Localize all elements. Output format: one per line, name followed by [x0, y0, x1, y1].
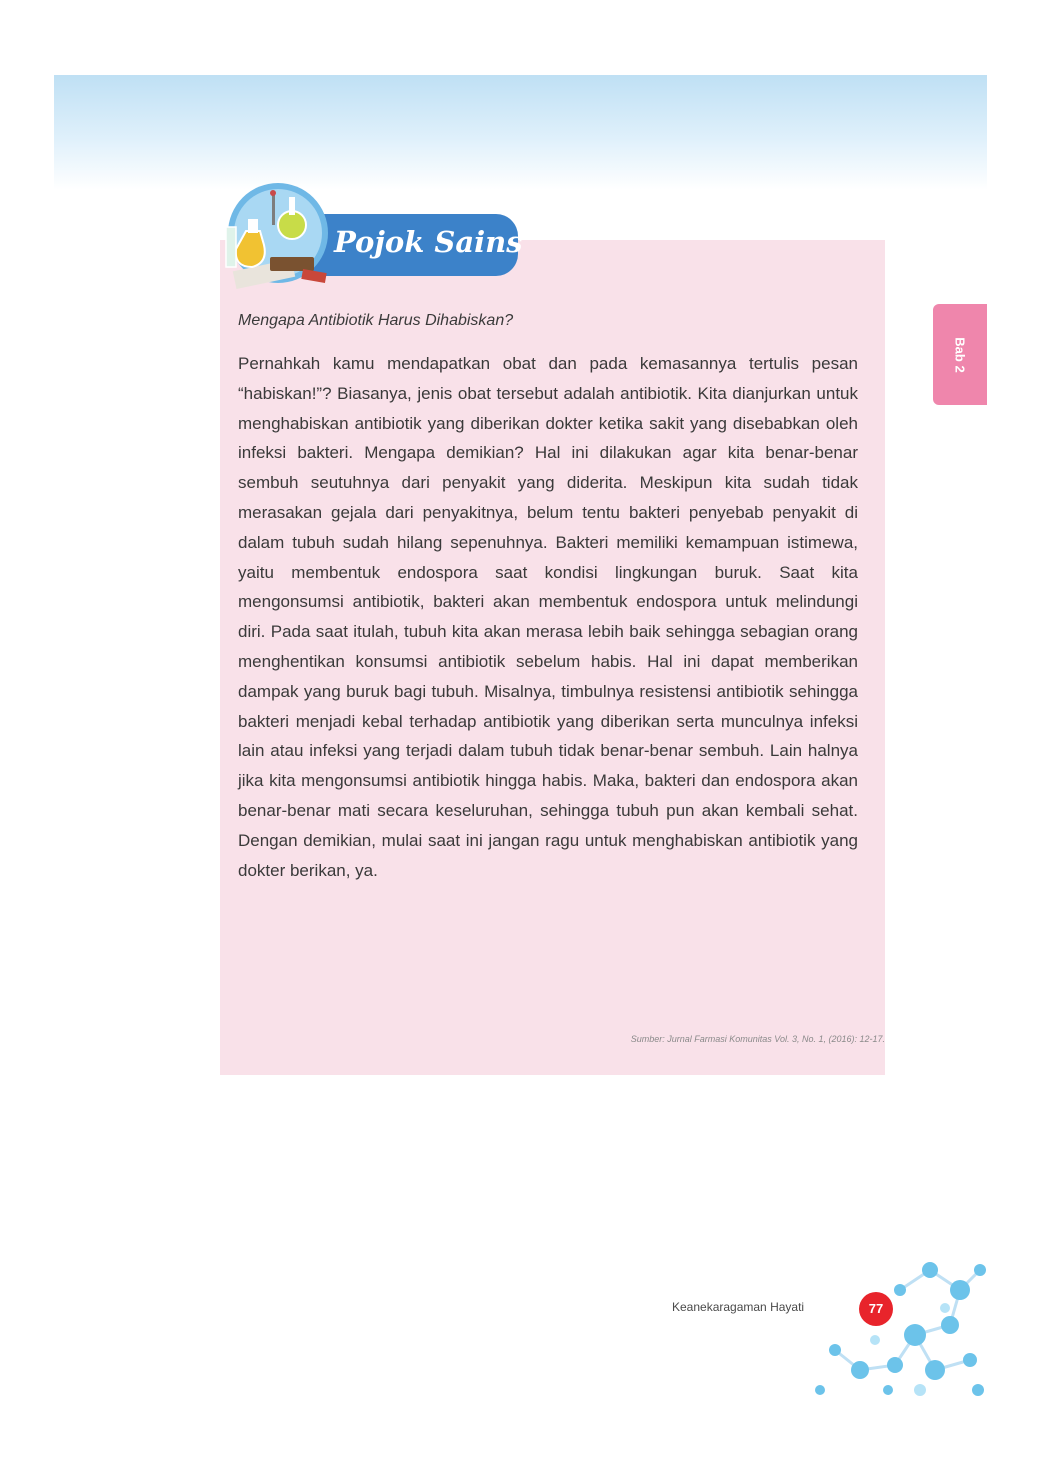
molecule-decoration-icon — [800, 1250, 990, 1400]
banner-title: Pojok Sains — [334, 225, 523, 259]
article-title: Mengapa Antibiotik Harus Dihabiskan? — [238, 312, 514, 329]
page-number: 77 — [859, 1292, 893, 1326]
article-source: Sumber: Jurnal Farmasi Komunitas Vol. 3, No. 1, (2016): 12-17. — [630, 1034, 885, 1044]
chapter-tab-label: Bab 2 — [952, 336, 968, 373]
header-gradient-band — [54, 75, 987, 190]
article-body: Pernahkah kamu mendapatkan obat dan pada kemasannya tertulis pesan “habiskan!”? Biasanya, jenis obat tersebut adalah antibiotik. Kita dianjurkan untuk menghabiskan antibiotik yang diberikan dokter ketika sakit yang disebabkan oleh infeksi bakteri. Mengapa demikian? Hal ini dilakukan agar kita benar-benar sembuh seutuhnya dari penyakit yang diderita. Meskipun kita sudah tidak merasakan gejala dari penyakitnya, belum tentu bakteri penyebab penyakit di dalam tubuh sudah hilang sepenuhnya. Bakteri memiliki kemampuan istimewa, yaitu membentuk endospora saat kondisi lingkungan buruk. Saat kita mengonsumsi antibiotik, bakteri akan membentuk endospora untuk melindungi diri. Pada saat itulah, tubuh kita akan merasa lebih baik sehingga sebagian orang menghentikan konsumsi antibiotik sebelum habis. Hal ini dapat memberikan dampak yang buruk bagi tubuh. Misalnya, timbulnya resistensi antibiotik sehingga bakteri menjadi kebal terhadap antibiotik yang diberikan serta munculnya infeksi lain atau infeksi yang terjadi dalam tubuh tidak benar-benar sembuh. Lain halnya jika kita mengonsumsi antibiotik hingga habis. Maka, bakteri dan endospora akan benar-benar mati secara keseluruhan, sehingga tubuh pun akan kembali sehat. Dengan demikian, mulai saat ini jangan ragu untuk menghabiskan antibiotik yang dokter berikan, ya. — [238, 354, 858, 880]
footer-section-title: Keanekaragaman Hayati — [672, 1300, 805, 1314]
lab-equipment-icon — [212, 183, 342, 295]
chapter-tab[interactable] — [933, 304, 987, 405]
